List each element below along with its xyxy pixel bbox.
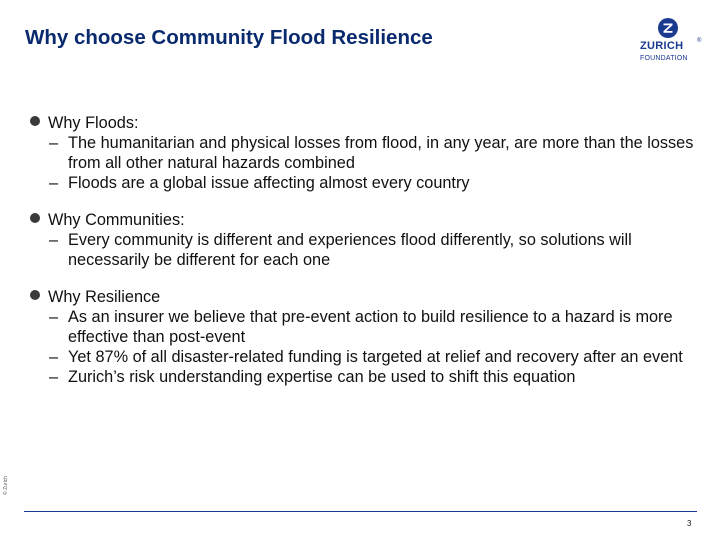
- bullet-dot-icon: [30, 290, 40, 300]
- sub-bullet-item: [30, 230, 710, 270]
- dash-icon: –: [49, 231, 59, 249]
- logo-registered-mark: ®: [697, 38, 702, 44]
- bullet-item: [30, 113, 710, 133]
- bullet-list: [30, 113, 710, 404]
- bullet-section-resilience: [30, 287, 710, 387]
- sub-bullet-text: Zurich’s risk understanding expertise can be used to shift this equation: [68, 368, 576, 386]
- bullet-item: [30, 287, 710, 307]
- sub-bullet-text: Yet 87% of all disaster-related funding is targeted at relief and recovery after an event: [68, 348, 683, 366]
- sub-bullet-item: [30, 347, 710, 367]
- dash-icon: –: [49, 134, 59, 152]
- bullet-dot-icon: [30, 116, 40, 126]
- sub-bullet-item: [30, 367, 710, 387]
- zurich-foundation-logo: [630, 18, 710, 68]
- copyright-label: © Zurich: [3, 476, 9, 495]
- bullet-label: Why Communities:: [48, 211, 185, 229]
- bullet-section-floods: [30, 113, 710, 193]
- sub-bullet-text: Every community is different and experiences flood differently, so solutions will necessarily be different for each one: [68, 231, 632, 269]
- bullet-section-communities: [30, 210, 710, 270]
- page-number: 3: [687, 519, 692, 528]
- bullet-item: [30, 210, 710, 230]
- sub-bullet-text: The humanitarian and physical losses from flood, in any year, are more than the losses from all other natural hazards combined: [68, 134, 694, 172]
- sub-bullet-item: [30, 307, 710, 347]
- dash-icon: –: [49, 368, 59, 386]
- bullet-label: Why Floods:: [48, 114, 139, 132]
- bullet-label: Why Resilience: [48, 288, 161, 306]
- dash-icon: –: [49, 308, 59, 326]
- sub-bullet-item: [30, 173, 710, 193]
- dash-icon: –: [49, 174, 59, 192]
- bullet-dot-icon: [30, 213, 40, 223]
- sub-bullet-text: Floods are a global issue affecting almost every country: [68, 174, 470, 192]
- sub-bullet-item: [30, 133, 710, 173]
- dash-icon: –: [49, 348, 59, 366]
- slide-title: Why choose Community Flood Resilience: [25, 26, 433, 49]
- footer-divider: [24, 511, 697, 512]
- logo-name: ZURICH: [640, 40, 684, 52]
- sub-bullet-text: As an insurer we believe that pre-event action to build resilience to a hazard is more effective than post-event: [68, 308, 673, 346]
- logo-subtitle: FOUNDATION: [640, 55, 688, 62]
- zurich-z-logo-icon: [658, 18, 678, 38]
